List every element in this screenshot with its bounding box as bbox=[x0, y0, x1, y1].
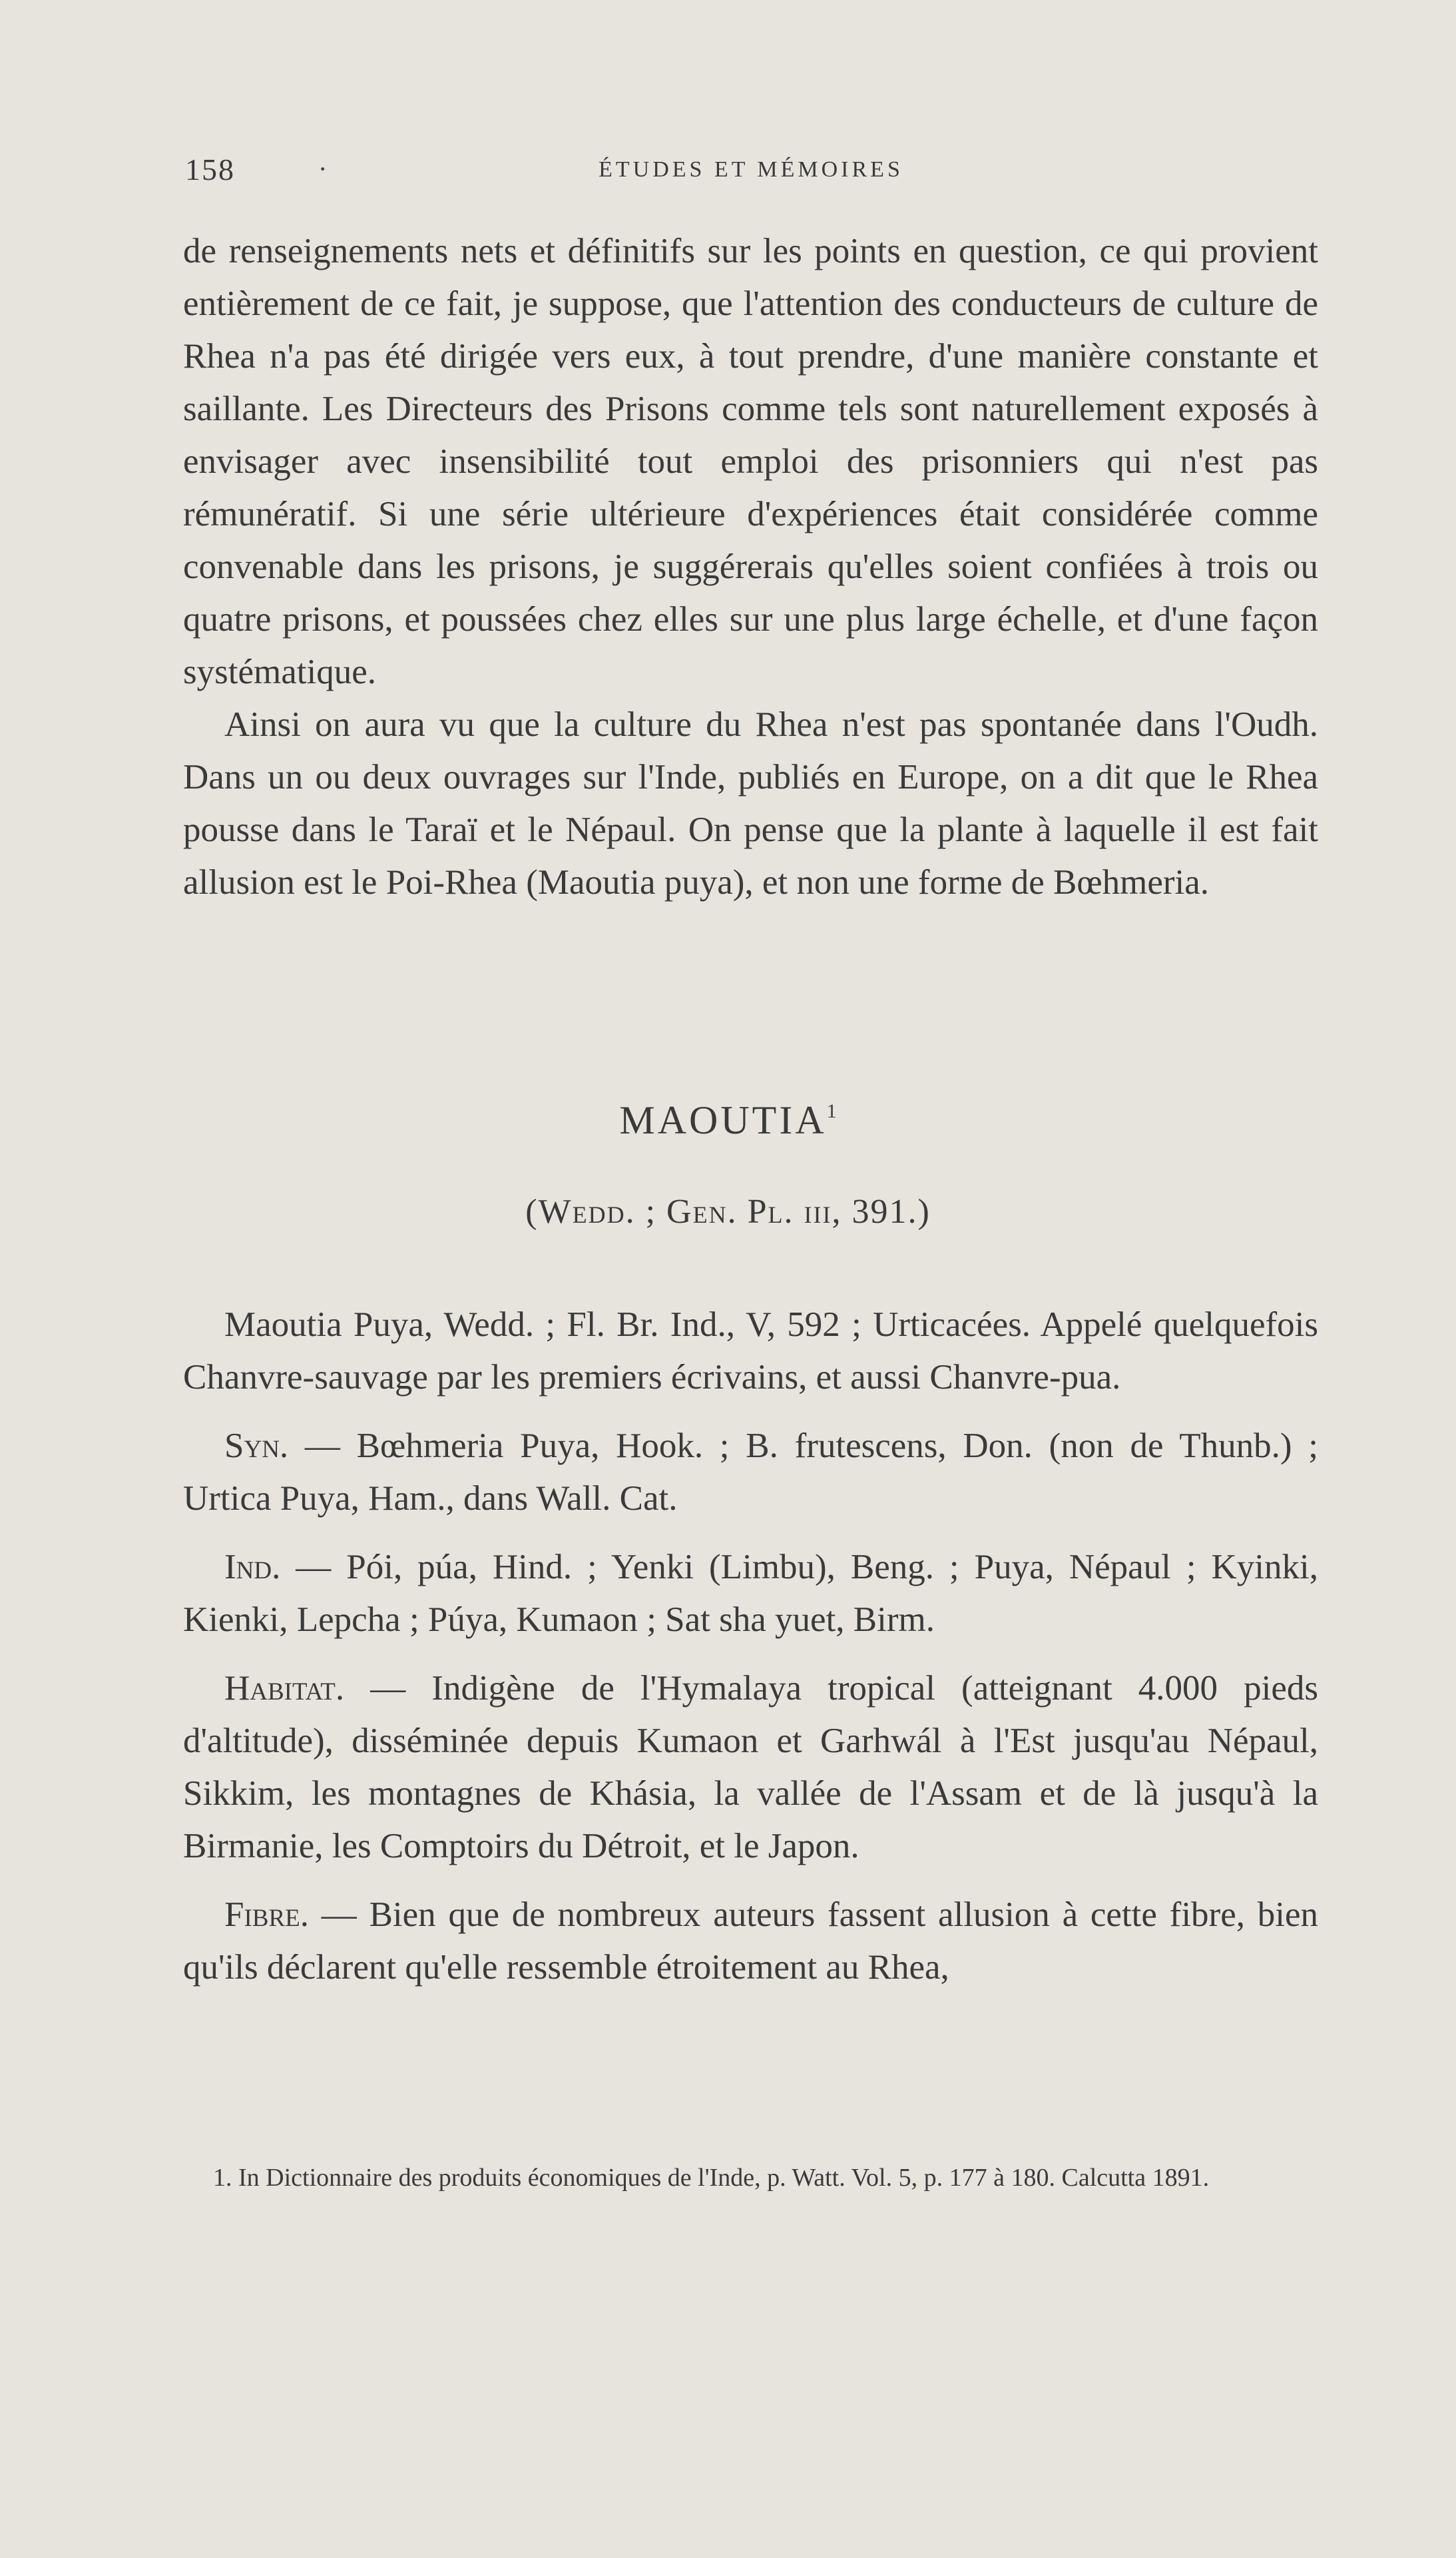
intro-paragraph-1: de renseignements nets et définitifs sur les points en question, ce qui provient entièrement de ce fait, je suppose, que l'attention des conducteurs de culture de Rhea n'a pas été dirigée vers eux, à tout prendre, d'une manière constante et saillante. Les Directeurs des Prisons comme tels sont naturellement exposés à envisager avec insensibilité tout emploi des prisonniers qui n'est pas rémunératif. Si une série ultérieure d'expériences était considérée comme convenable dans les prisons, je suggérerais qu'elles soient confiées à trois ou quatre prisons, et poussées chez elles sur une plus large échelle, et d'une façon systématique. bbox=[183, 232, 1318, 691]
fibre-text: — Bien que de nombreux auteurs fassent allusion à cette fibre, bien qu'ils déclarent qu'elle ressemble étroitement au Rhea, bbox=[183, 1895, 1318, 1987]
habitat-text: — Indigène de l'Hymalaya tropical (atteignant 4.000 pieds d'altitude), disséminée depuis Kumaon et Garhwál à l'Est jusqu'au Népaul, Sikkim, les montagnes de Khásia, la vallée de l'Assam et de là jusqu'à la Birmanie, les Comptoirs du Détroit, et le Japon. bbox=[183, 1669, 1318, 1865]
section-title bbox=[0, 1098, 1456, 1143]
page-number: 158 bbox=[185, 153, 235, 186]
entry-synonyms bbox=[183, 1420, 1318, 1525]
running-title: ÉTUDES ET MÉMOIRES bbox=[599, 157, 903, 182]
syn-heading: Syn. bbox=[224, 1427, 289, 1465]
footnote: 1. In Dictionnaire des produits économiques de l'Inde, p. Watt. Vol. 5, p. 177 à 180. Calcutta 1891. bbox=[213, 2164, 1210, 2192]
entry-fibre bbox=[183, 1889, 1318, 1994]
entry-habitat bbox=[183, 1662, 1318, 1873]
section-title-text: MAOUTIA bbox=[619, 1098, 827, 1142]
entry-name-paragraph: Maoutia Puya, Wedd. ; Fl. Br. Ind., V, 592 ; Urticacées. Appelé quelquefois Chanvre-sauvage par les premiers écrivains, et aussi Chanvre-pua. bbox=[183, 1305, 1318, 1397]
intro-text bbox=[183, 225, 1318, 909]
syn-text: — Bœhmeria Puya, Hook. ; B. frutescens, Don. (non de Thunb.) ; Urtica Puya, Ham., dans Wall. Cat. bbox=[183, 1427, 1318, 1518]
section-reference: (Wedd. ; Gen. Pl. iii, 391.) bbox=[525, 1193, 931, 1231]
header-separator: · bbox=[318, 154, 328, 184]
footnote-marker: 1 bbox=[826, 1100, 837, 1122]
habitat-heading: Habitat. bbox=[224, 1669, 345, 1708]
entry-text bbox=[183, 1299, 1318, 2010]
intro-paragraph-2: Ainsi on aura vu que la culture du Rhea n'est pas spontanée dans l'Oudh. Dans un ou deux ouvrages sur l'Inde, publiés en Europe, on a dit que le Rhea pousse dans le Taraï et le Népaul. On pense que la plante à laquelle il est fait allusion est le Poi-Rhea (Maoutia puya), et non une forme de Bœhmeria. bbox=[183, 705, 1318, 902]
ind-heading: Ind. bbox=[224, 1548, 281, 1586]
ind-text: — Pói, púa, Hind. ; Yenki (Limbu), Beng. ; Puya, Népaul ; Kyinki, Kienki, Lepcha ; Púya, Kumaon ; Sat sha yuet, Birm. bbox=[183, 1548, 1318, 1639]
entry-indian-names bbox=[183, 1541, 1318, 1646]
fibre-heading: Fibre. bbox=[224, 1895, 310, 1934]
page-header bbox=[185, 152, 1317, 198]
